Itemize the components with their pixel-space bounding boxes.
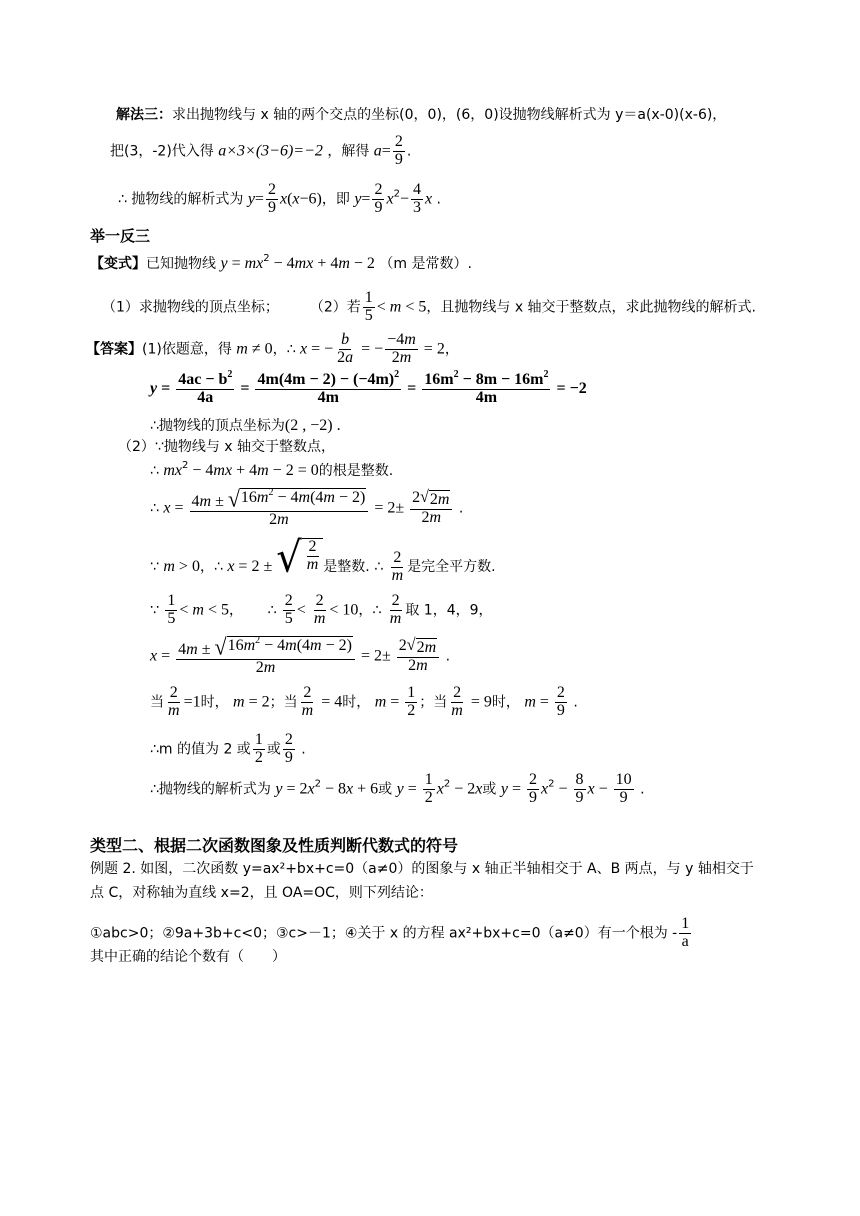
method3-result-pre: ∴ 抛物线的解析式为 [118, 191, 244, 208]
method3-label: 解法三： [116, 107, 172, 123]
section-follow-heading: 举一反三 [90, 227, 151, 245]
variant-q2-mid: ，且抛物线与 x 轴交于整数点，求此抛物线的解析式. [426, 299, 757, 316]
method3-solve-var: a [373, 142, 382, 160]
final-expression-line: ∴抛物线的解析式为 $y = 2x^2 - 8x + 6$或 y = $\frac{1}{2}$ $x^2 - 2x$或 y = $\frac{2}{9}$ $x^2$ − $\frac{8}{9}$ x − $\frac{10}{9}$ . [150, 771, 645, 806]
variant-q2-pre: （2）若 [309, 299, 361, 316]
perfect-square-text: 是完全平方数. [407, 559, 496, 575]
method3-substitute-pre: 把(3，-2)代入得 [110, 143, 214, 160]
variant-label: 【变式】 [90, 256, 146, 272]
vertex-line [150, 418, 341, 434]
type2-heading: 类型二、根据二次函数图象及性质判断代数式的符号 [90, 836, 459, 855]
question-line: 其中正确的结论个数有（ ） [90, 949, 286, 965]
conclusions-line [90, 916, 693, 951]
vertex-line-text: ∴抛物线的顶点坐标为 [150, 418, 285, 434]
example2-line2: 点 C，对称轴为直线 x=2，且 OA=OC，则下列结论： [90, 885, 433, 901]
answer-p2-label: （2） [118, 439, 155, 455]
integer-condition-line: ∵ m > 0，∴ x = 2 ± √ $\frac{2}{m}$ 是整数. ∴ $\frac{2}{m}$ 是完全平方数. [150, 533, 496, 584]
method3-result-ie: ，即 [321, 191, 350, 208]
answer-p1-pre: (1)依题意，得 [142, 341, 232, 358]
answer-label: 【答案】 [86, 341, 142, 358]
variant-q1: （1）求抛物线的顶点坐标； [102, 299, 279, 316]
quadratic-formula-line-2: x = 4m ± √ $16m^2 - 4m(4m - 2)$ 2m = 2± 2 √ 2m 2m . [150, 633, 451, 676]
range-line: ∵ $\frac{1}{5}$ < m < 5， ∴ $\frac{2}{5}$ < $\frac{2}{m}$ < 10，∴ $\frac{2}{m}$ 取 1，4，9， [150, 592, 493, 627]
roots-integer-line: ∴ $mx^2 - 4mx + 4m - 2 = 0$的根是整数. [150, 460, 394, 479]
vertex-value: (2 , −2) . [284, 417, 341, 434]
m-value-pre: ∴m 的值为 2 或 [150, 741, 251, 758]
a-fraction: $\frac{2}{9}$ [394, 133, 403, 168]
final-pre: ∴抛物线的解析式为 [150, 781, 271, 798]
variant-text-pre: 已知抛物线 [146, 256, 216, 272]
method3-substitute-line: 把(3，-2)代入得 a×3×(3−6)=−2 ，解得 a= $\frac{2}{9}$ . [110, 133, 412, 168]
root-fraction: $\frac{1}{a}$ [681, 915, 690, 950]
method3-result-line: ∴ 抛物线的解析式为 y= $\frac{2}{9}$ x(x−6)，即 y= $\frac{2}{9}$ $x^2-$ $\frac{4}{3}$ x . [118, 181, 441, 216]
quadratic-formula-line-1: ∴ x = 4m ± √ $16m^2 - 4m(4m - 2)$ 2m = 2± 2 √ 2m 2m . [150, 485, 464, 528]
method3-intro-line [116, 108, 726, 122]
answer-p2-line [118, 440, 335, 454]
method3-intro: 求出抛物线与 x 轴的两个交点的坐标(0，0)，(6，0)设抛物线解析式为 y＝a(x-0)(x-6)， [172, 107, 727, 123]
method3-substitute-eq: a×3×(3−6)=−2 [218, 142, 323, 160]
is-integer-text: 是整数. [323, 559, 370, 575]
variant-text-post: （m 是常数）. [379, 256, 472, 272]
m-values-line: ∴m 的值为 2 或 $\frac{1}{2}$ 或 $\frac{2}{9}$ . [150, 731, 306, 766]
variant-questions-line: （1）求抛物线的顶点坐标； （2）若 $\frac{1}{5}$ < m < 5，且抛物线与 x 轴交于整数点，求此抛物线的解析式. [102, 289, 757, 324]
cases-line: 当 $\frac{2}{m}$ =1时， m = 2；当 $\frac{2}{m}$ = 4时， m = $\frac{1}{2}$ ；当 $\frac{2}{m}$ = 9时， m = $\frac{2}{9}$ . [150, 684, 578, 719]
take-values-text: 取 1，4，9， [405, 602, 493, 619]
variant-line: 【变式】已知抛物线 $y = mx^2 - 4mx + 4m - 2$ （m 是常数）. [90, 253, 472, 272]
answer-p2-since: ∵抛物线与 x 轴交于整数点， [154, 439, 336, 455]
example2-line1: 例题 2. 如图，二次函数 y=ax²+bx+c=0（a≠0）的图象与 x 轴正半轴相交于 A、B 两点，与 y 轴相交于 [90, 861, 754, 877]
conclusions-text: ①abc>0；②9a+3b+c<0；③c>－1；④关于 x 的方程 ax²+bx+c=0（a≠0）有一个根为 - [90, 925, 678, 942]
vertex-y-formula: y = $\frac{4ac - b^2}{4a}$ = $\frac{4m(4m - 2) - (-4m)^2}{4m}$ = $\frac{16m^2 - 8m - 16m^2}{4m}$ = −2 [150, 369, 587, 406]
roots-integer-text: 的根是整数. [318, 463, 394, 479]
answer-p1-line: 【答案】(1)依题意，得 m ≠ 0，∴ x = − $\frac{b}{2a}$ = − $\frac{-4m}{2m}$ = 2， [86, 331, 459, 366]
method3-solve-pre: ，解得 [327, 143, 370, 160]
